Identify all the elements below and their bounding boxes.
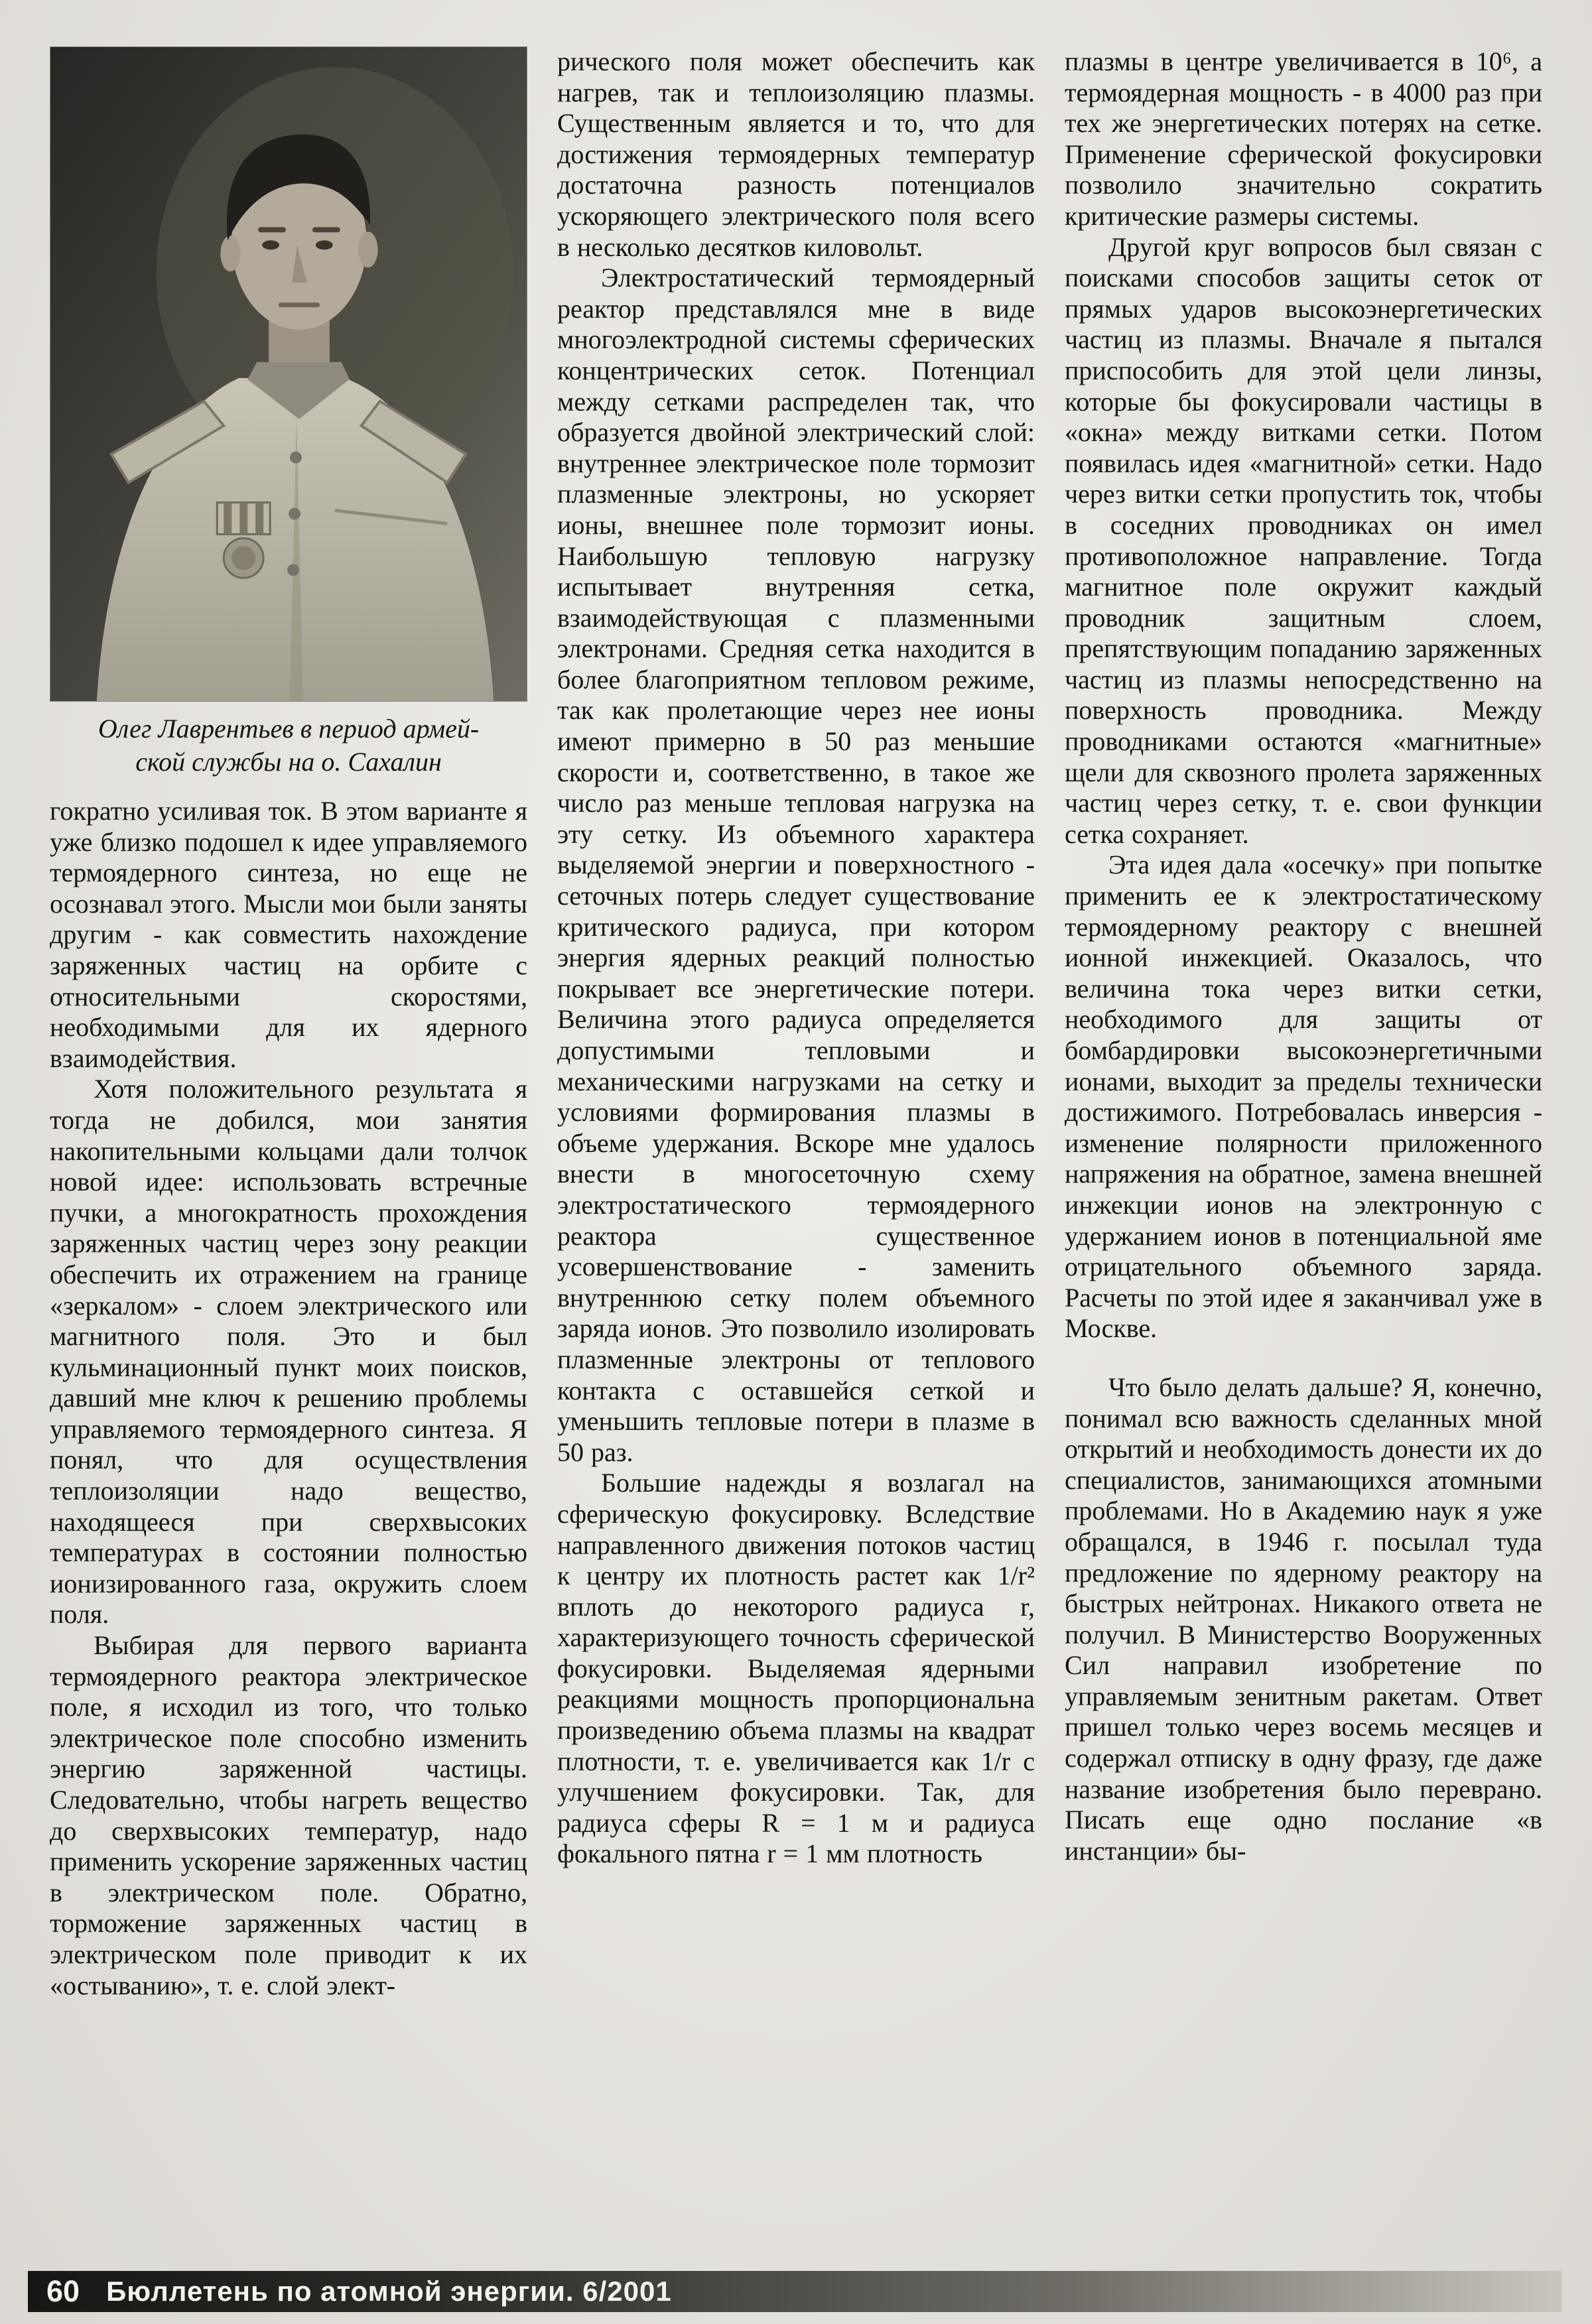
- photo-figure: [50, 46, 527, 779]
- column-left: [50, 46, 527, 2238]
- photo-caption-line1: Олег Лаврентьев в период армей-: [98, 714, 480, 743]
- paragraph-right-4: Что было делать дальше? Я, конечно, понимал всю важность сделанных мной открытий и необходимость донести их до специалистов, занимающихся атомными проблемами. Но в Академию наук я уже обращался, в 1946 г. посылал туда предложение по ядерному реактору на быстрых нейтронах. Никакого ответа не получил. В Министерство Вооруженных Сил направил изобретение по управляемым зенитным ракетам. Ответ пришел только через восемь месяцев и содержал отписку в одну фразу, где даже название изобретения было переврано. Писать еще одно послание «в инстанции» бы-: [1065, 1372, 1542, 1866]
- paragraph-left-3: Выбирая для первого варианта термоядерного реактора электрическое поле, я исходил из того, что только электрическое поле способно изменить энергию заряженной частицы. Следовательно, чтобы нагреть вещество до сверхвысоких температур, надо применить ускорение заряженных частиц в электрическом поле. Обратно, торможение заряженных частиц в электрическом поле приводит к их «остыванию», т. е. слой элект-: [50, 1630, 527, 2000]
- photo-caption-line2: ской службы на о. Сахалин: [135, 747, 442, 777]
- paragraph-left-1: гократно усиливая ток. В этом варианте я уже близко подошел к идее управляемого термоядерного синтеза, но еще не осознавал этого. Мысли мои были заняты другим - как совместить нахождение заряженных частиц на орбите с относительными скоростями, необходимыми для их ядерного взаимодействия.: [50, 796, 527, 1073]
- page-content: [50, 46, 1542, 2238]
- paragraph-right-3: Эта идея дала «осечку» при попытке применить ее к электростатическому термоядерному реактору с внешней ионной инжекцией. Оказалось, что величина тока через витки сетки, необходимого для защиты от бомбардировки высокоэнергетичными ионами, выходит за пределы технически достижимого. Потребовалась инверсия - изменение полярности приложенного напряжения на обратное, замена внешней инжекции ионов на электронную с удержанием ионов в потенциальной яме отрицательного объемного заряда. Расчеты по этой идее я заканчивал уже в Москве.: [1065, 850, 1542, 1344]
- journal-title: Бюллетень по атомной энергии. 6/2001: [106, 2276, 672, 2307]
- photo-caption: [50, 712, 527, 779]
- portrait-photo: [50, 46, 527, 702]
- column-middle: [557, 46, 1035, 2238]
- paragraph-left-2: Хотя положительного результата я тогда не добился, мои занятия накопительными кольцами дали толчок новой идее: использовать встречные пучки, а многократность прохождения заряженных частиц через зону реакции обеспечить их отражением на границе «зеркалом» - слоем электрического или магнитного поля. Это и был кульминационный пункт моих поисков, давший мне ключ к решению проблемы управляемого термоядерного синтеза. Я понял, что для осуществления теплоизоляции надо вещество, находящееся при сверхвысоких температурах в состоянии полностью ионизированного газа, окружить слоем поля.: [50, 1074, 527, 1630]
- page-number: 60: [46, 2274, 80, 2308]
- footer-bar: [28, 2271, 1561, 2312]
- paragraph-right-2: Другой круг вопросов был связан с поисками способов защиты сеток от прямых ударов высокоэнергетических частиц из плазмы. Вначале я пытался приспособить для этой цели линзы, которые бы фокусировали частицы в «окна» между витками сетки. Потом появилась идея «магнитной» сетки. Надо через витки сетки пропустить ток, чтобы в соседних проводниках он имел противоположное направление. Тогда магнитное поле окружит каждый проводник защитным слоем, препятствующим попаданию заряженных частиц из плазмы непосредственно на поверхность проводника. Между проводниками остаются «магнитные» щели для сквозного пролета заряженных частиц через сетку, т. е. свои функции сетка сохраняет.: [1065, 231, 1542, 849]
- paragraph-middle-2: Электростатический термоядерный реактор представлялся мне в виде многоэлектродной системы сферических концентрических сеток. Потенциал между сетками распределен так, что образуется двойной электрический слой: внутреннее электрическое поле тормозит плазменные электроны, но ускоряет ионы, внешнее поле тормозит ионы. Наибольшую тепловую нагрузку испытывает внутренняя сетка, взаимодействующая с плазменными электронами. Средняя сетка находится в более благоприятном тепловом режиме, так как пролетающие через нее ионы имеют примерно в 50 раз меньшие скорости и, соответственно, в такое же число раз меньше тепловая нагрузка на эту сетку. Из объемного характера выделяемой энергии и поверхностного - сеточных потерь следует существование критического радиуса, при котором энергия ядерных реакций полностью покрывает все энергетические потери. Величина этого радиуса определяется допустимыми тепловыми и механическими нагрузками на сетку и условиями формирования плазмы в объеме удержания. Вскоре мне удалось внести в многосеточную схему электростатического термоядерного реактора существенное усовершенствование - заменить внутреннюю сетку полем объемного заряда ионов. Это позволило изолировать плазменные электроны от теплового контакта с оставшейся сеткой и уменьшить тепловые потери в плазме в 50 раз.: [557, 263, 1035, 1467]
- paragraph-right-1: плазмы в центре увеличивается в 10⁶, а термоядерная мощность - в 4000 раз при тех же энергетических потерях на сетке. Применение сферической фокусировки позволило значительно сократить критические размеры системы.: [1065, 46, 1542, 231]
- paragraph-middle-3: Большие надежды я возлагал на сферическую фокусировку. Вследствие направленного движения потоков частиц к центру их плотность растет как 1/r² вплоть до некоторого радиуса r, характеризующего точность сферической фокусировки. Выделяемая ядерными реакциями мощность пропорциональна произведению объема плазмы на квадрат плотности, т. е. увеличивается как 1/r с улучшением фокусировки. Так, для радиуса сферы R = 1 м и радиуса фокального пятна r = 1 мм плотность: [557, 1468, 1035, 1869]
- column-right: [1065, 46, 1542, 2238]
- paragraph-middle-1: рического поля может обеспечить как нагрев, так и теплоизоляцию плазмы. Существенным является и то, что для достижения термоядерных температур достаточна разность потенциалов ускоряющего электрического поля всего в несколько десятков киловольт.: [557, 46, 1035, 262]
- portrait-illustration: [50, 47, 527, 701]
